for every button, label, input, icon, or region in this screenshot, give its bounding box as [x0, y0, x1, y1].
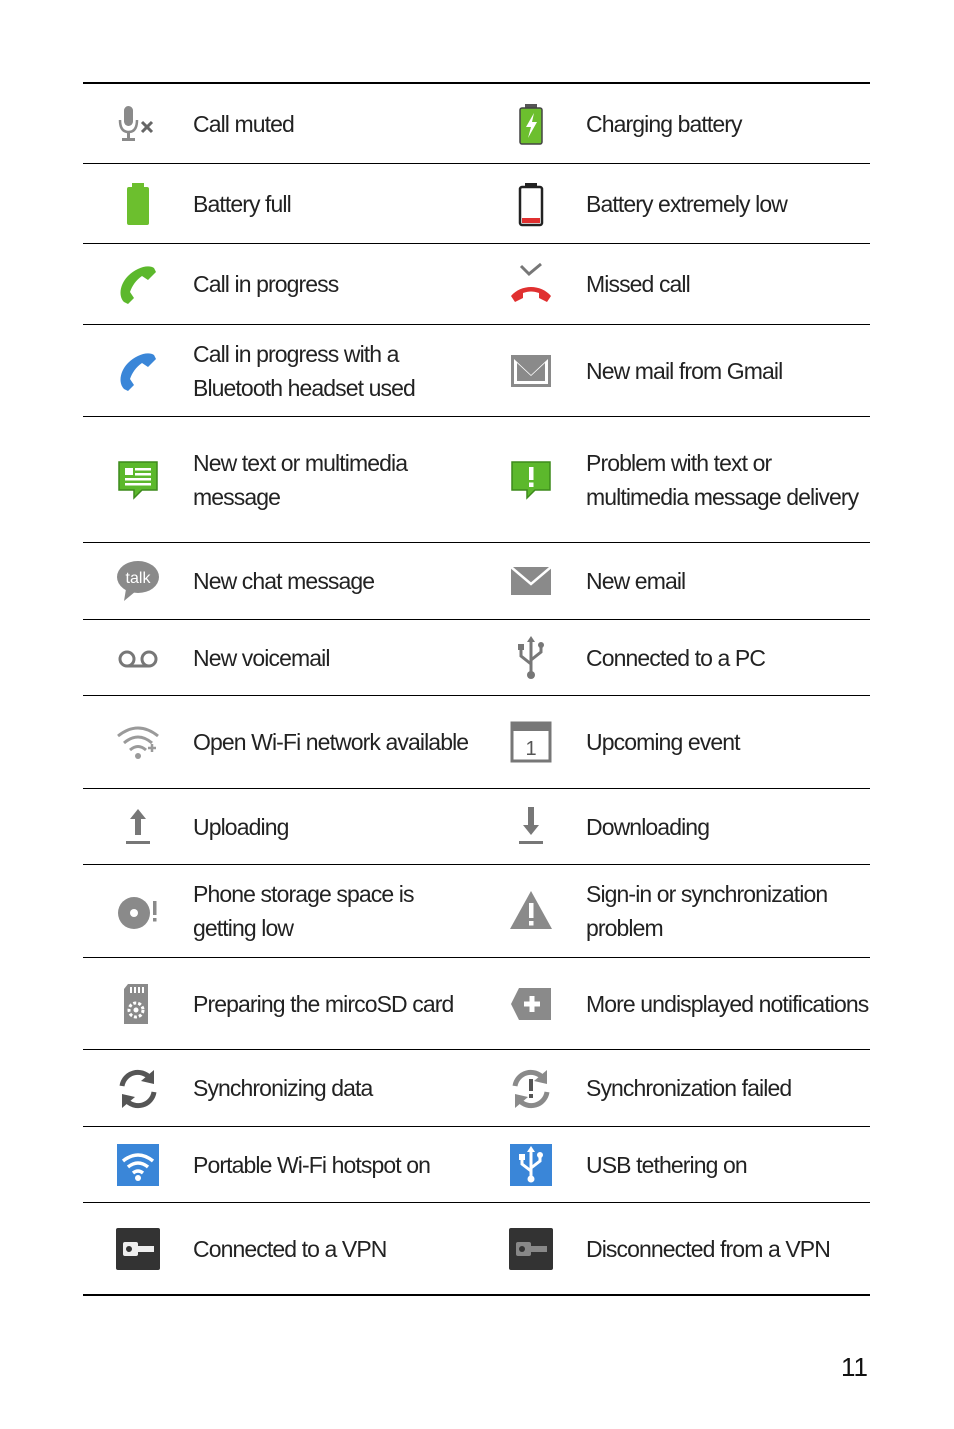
usb-icon [476, 634, 586, 682]
sync-icon [83, 1064, 193, 1112]
row-label: Synchronizing data [193, 1075, 373, 1101]
table-row [83, 164, 870, 244]
row-label: Preparing the mircoSD card [193, 990, 454, 1017]
row-label: Call in progress [193, 271, 339, 297]
sd-card-icon [83, 980, 193, 1028]
call-muted-icon [83, 100, 193, 148]
table-row [83, 244, 870, 325]
vpn-disconnected-icon [476, 1225, 586, 1273]
row-label: Upcoming event [586, 729, 740, 755]
storage-low-icon [83, 887, 193, 935]
battery-full-icon [83, 180, 193, 228]
row-label: Phone storage space is getting low [193, 881, 414, 941]
row-label: Connected to a PC [586, 644, 766, 671]
table-row [83, 1127, 870, 1203]
page-number: 11 [841, 1352, 868, 1382]
upload-icon [83, 803, 193, 851]
sync-failed-icon [476, 1064, 586, 1112]
table-row [83, 325, 870, 417]
email-icon [476, 557, 586, 605]
row-label: Disconnected from a VPN [586, 1235, 830, 1262]
charging-battery-icon [476, 100, 586, 148]
talk-icon [83, 557, 193, 605]
row-label: Call in progress with a Bluetooth headset used [193, 340, 415, 401]
row-label: New email [586, 568, 686, 594]
talk-icon-text: talk [125, 570, 151, 587]
row-label: Charging battery [586, 110, 742, 137]
row-label: New mail from Gmail [586, 357, 783, 384]
table-row [83, 865, 870, 958]
table-row [83, 958, 870, 1050]
sms-icon [83, 456, 193, 504]
row-label: New chat message [193, 568, 375, 594]
row-label: New text or multimedia message [193, 449, 408, 510]
table-row [83, 417, 870, 543]
row-label: Connected to a VPN [193, 1235, 387, 1262]
missed-call-icon [476, 260, 586, 308]
row-label: New voicemail [193, 644, 330, 671]
table-row [83, 543, 870, 620]
sms-problem-icon [476, 456, 586, 504]
row-label: USB tethering on [586, 1151, 747, 1178]
calendar-icon-text: 1 [525, 738, 537, 760]
row-label: Missed call [586, 271, 690, 297]
table-row [83, 620, 870, 696]
row-label: More undisplayed notifications [586, 990, 869, 1017]
row-label: Synchronization failed [586, 1075, 792, 1101]
gmail-icon [476, 347, 586, 395]
row-label: Battery full [193, 190, 291, 217]
table-row [83, 789, 870, 865]
vpn-connected-icon [83, 1225, 193, 1273]
row-label: Open Wi-Fi network available [193, 729, 469, 755]
wifi-hotspot-icon [83, 1141, 193, 1189]
row-label: Portable Wi-Fi hotspot on [193, 1151, 431, 1178]
table-row [83, 1050, 870, 1127]
table-row [83, 1203, 870, 1294]
row-label: Call muted [193, 110, 294, 137]
usb-tethering-icon [476, 1141, 586, 1189]
open-wifi-icon [83, 718, 193, 766]
row-label: Problem with text or multimedia message delivery [586, 449, 859, 510]
battery-low-icon [476, 180, 586, 228]
table-row [83, 696, 870, 789]
status-icon-table [83, 82, 870, 1296]
voicemail-icon [83, 634, 193, 682]
download-icon [476, 803, 586, 851]
call-in-progress-icon [83, 260, 193, 308]
row-label: Sign-in or synchronization problem [586, 881, 828, 941]
row-label: Battery extremely low [586, 190, 787, 217]
calendar-icon [476, 718, 586, 766]
warning-icon [476, 887, 586, 935]
bluetooth-call-icon [83, 347, 193, 395]
more-notifications-icon [476, 980, 586, 1028]
table-row [83, 84, 870, 164]
row-label: Uploading [193, 813, 289, 840]
row-label: Downloading [586, 813, 710, 840]
